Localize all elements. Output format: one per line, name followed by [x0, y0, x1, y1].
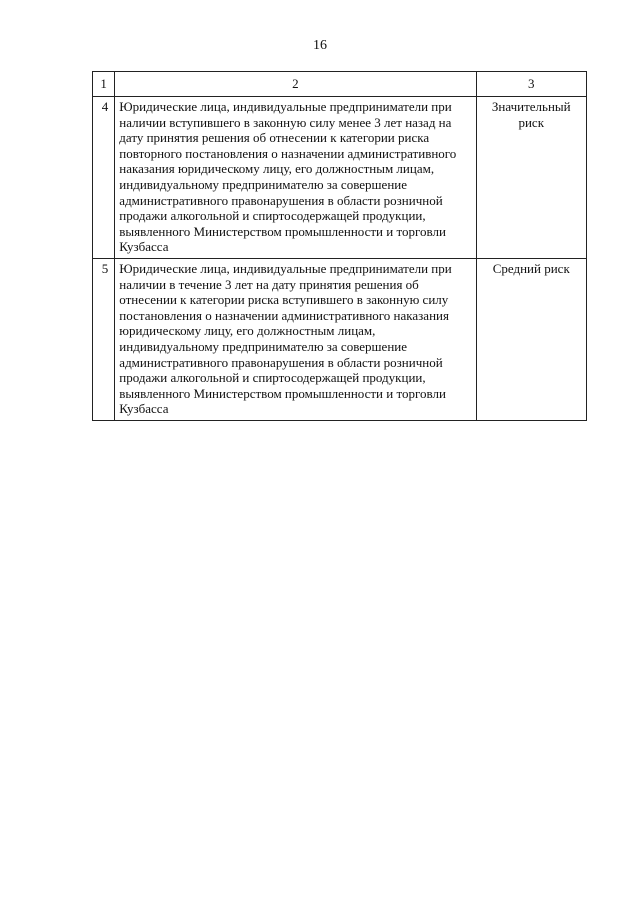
table-header-cell-1: 1 — [93, 72, 115, 97]
table-header-cell-3: 3 — [476, 72, 587, 97]
table-header-cell-2: 2 — [115, 72, 476, 97]
risk-category-table — [92, 71, 587, 421]
page-number: 16 — [313, 38, 327, 53]
table-row — [93, 97, 587, 259]
row-risk-category: Значительный риск — [476, 97, 587, 259]
row-number: 4 — [93, 97, 115, 259]
row-risk-category: Средний риск — [476, 258, 587, 420]
table-row — [93, 258, 587, 420]
row-number: 5 — [93, 258, 115, 420]
row-description: Юридические лица, индивидуальные предприниматели при наличии в течение 3 лет на дату принятия решения об отнесении к категории риска вступившего в законную силу постановления о назначении административного наказания юридическому лицу, его должностным лицам, индивидуальному предпринимателю за совершение административного правонарушения в области розничной продажи алкогольной и спиртосодержащей продукции, выявленного Министерством промышленности и торговли Кузбасса — [115, 258, 476, 420]
row-description: Юридические лица, индивидуальные предприниматели при наличии вступившего в законную силу менее 3 лет назад на дату принятия решения об отнесении к категории риска повторного постановления о назначении административного наказания юридическому лицу, его должностным лицам, индивидуальному предпринимателю за совершение административного правонарушения в области розничной продажи алкогольной и спиртосодержащей продукции, выявленного Министерством промышленности и торговли Кузбасса — [115, 97, 476, 259]
table-header-row — [93, 72, 587, 97]
